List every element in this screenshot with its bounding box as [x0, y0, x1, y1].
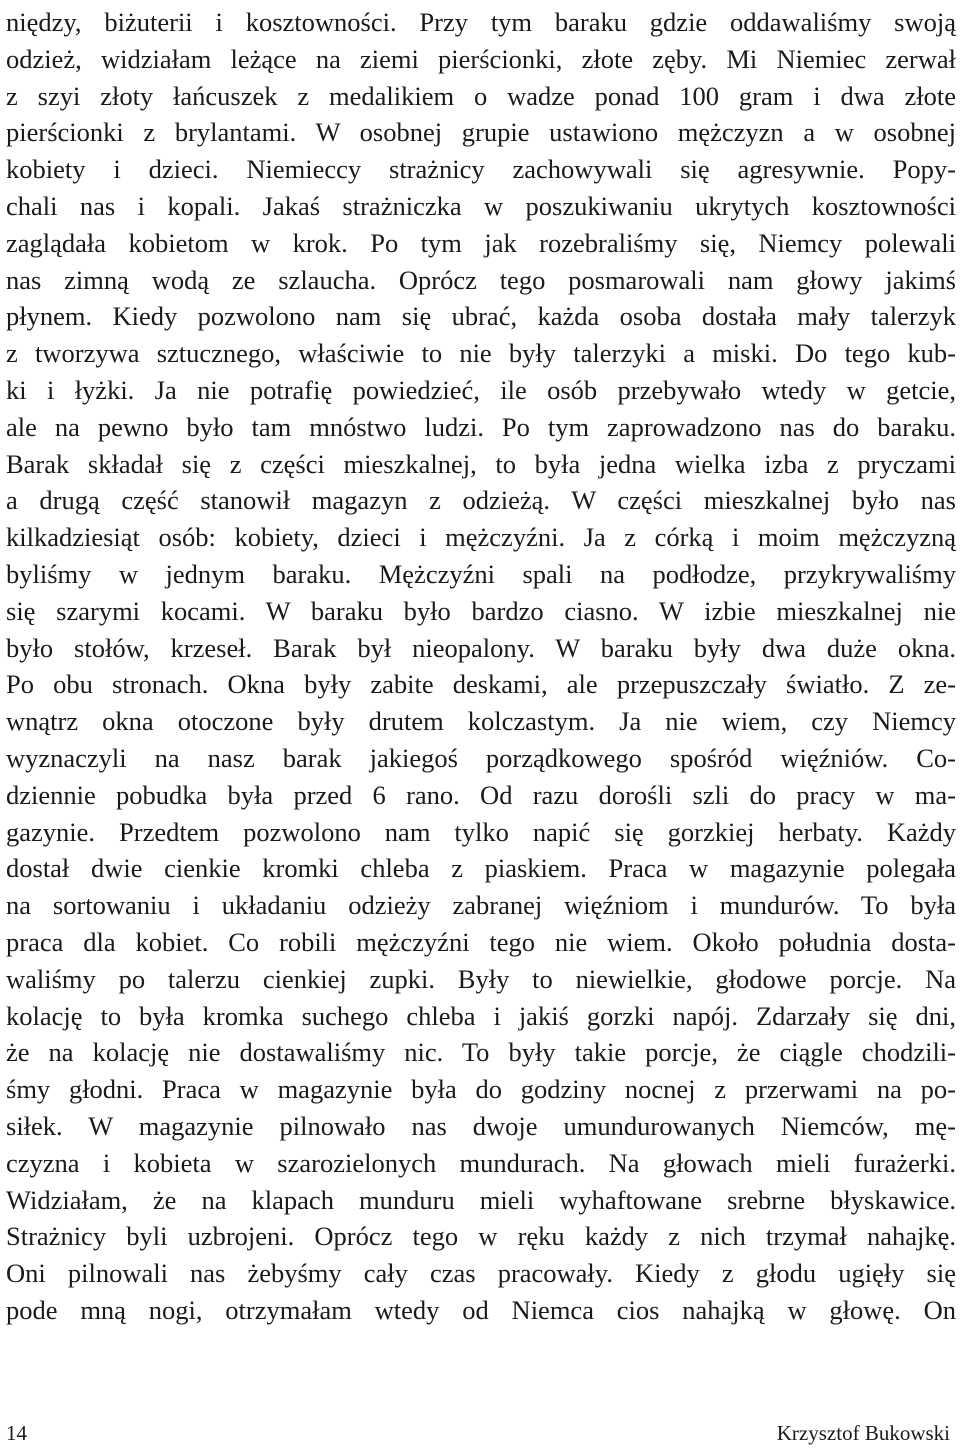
text-line: niędzy, biżuterii i kosztowności. Przy tym baraku gdzie oddawaliśmy swoją: [6, 7, 956, 37]
text-line: pode mną nogi, otrzymałam wtedy od Niemca cios nahajką w głowę. On: [6, 1294, 956, 1325]
text-line: że na kolację nie dostawaliśmy nic. To były takie porcje, że ciągle chodzili-: [6, 1037, 956, 1068]
text-line: dziennie pobudka była przed 6 rano. Od razu dorośli szli do pracy w ma-: [6, 779, 956, 810]
text-line: wnątrz okna otoczone były drutem kolczastym. Ja nie wiem, czy Niemcy: [6, 706, 956, 737]
text-line: z tworzywa sztucznego, właściwie to nie były talerzyki a miski. Do tego kub-: [6, 338, 956, 369]
text-line: kilkadziesiąt osób: kobiety, dzieci i mężczyźni. Ja z córką i moim mężczyzną: [6, 522, 956, 553]
text-line: wyznaczyli na nasz barak jakiegoś porządkowego spośród więźniów. Co-: [6, 742, 956, 773]
text-line: Po obu stronach. Okna były zabite deskami, ale przepuszczały światło. Z ze-: [6, 669, 956, 700]
text-line: gazynie. Przedtem pozwolono nam tylko napić się gorzkiej herbaty. Każdy: [6, 816, 956, 847]
text-line: z szyi złoty łańcuszek z medalikiem o wadze ponad 100 gram i dwa złote: [6, 80, 956, 111]
text-line: dostał dwie cienkie kromki chleba z piaskiem. Praca w magazynie polegała: [6, 853, 956, 884]
running-footer-author: Krzysztof Bukowski: [776, 1421, 950, 1445]
text-line: ale na pewno było tam mnóstwo ludzi. Po tym zaprowadzono nas do baraku.: [6, 411, 956, 442]
text-line: kolację to była kromka suchego chleba i jakiś gorzki napój. Zdarzały się dni,: [6, 1000, 956, 1031]
text-line: zaglądała kobietom w krok. Po tym jak rozebraliśmy się, Niemcy polewali: [6, 227, 956, 258]
text-line: się szarymi kocami. W baraku było bardzo ciasno. W izbie mieszkalnej nie: [6, 595, 956, 626]
text-line: było stołów, krzeseł. Barak był nieopalony. W baraku były dwa duże okna.: [6, 632, 956, 663]
text-line: odzież, widziałam leżące na ziemi pierścionki, złote zęby. Mi Niemiec zerwał: [6, 43, 956, 74]
page-number: 14: [6, 1421, 27, 1445]
text-line: Widziałam, że na klapach munduru mieli wyhaftowane srebrne błyskawice.: [6, 1184, 956, 1215]
text-line: siłek. W magazynie pilnowało nas dwoje umundurowanych Niemców, mę-: [6, 1110, 956, 1141]
text-line: czyzna i kobieta w szarozielonych mundurach. Na głowach mieli furażerki.: [6, 1147, 956, 1178]
text-line: kobiety i dzieci. Niemieccy strażnicy zachowywali się agresywnie. Popy-: [6, 154, 956, 185]
text-line: a drugą część stanowił magazyn z odzieżą. W części mieszkalnej było nas: [6, 485, 956, 516]
text-line: praca dla kobiet. Co robili mężczyźni tego nie wiem. Około południa dosta-: [6, 926, 956, 957]
text-line: chali nas i kopali. Jakaś strażniczka w poszukiwaniu ukrytych kosztowności: [6, 190, 956, 221]
text-line: śmy głodni. Praca w magazynie była do godziny nocnej z przerwami na po-: [6, 1074, 956, 1105]
text-line: pierścionki z brylantami. W osobnej grupie ustawiono mężczyzn a w osobnej: [6, 117, 956, 148]
text-line: Strażnicy byli uzbrojeni. Oprócz tego w ręku każdy z nich trzymał nahajkę.: [6, 1221, 956, 1252]
text-line: Oni pilnowali nas żebyśmy cały czas pracowały. Kiedy z głodu ugięły się: [6, 1258, 956, 1289]
text-line: waliśmy po talerzu cienkiej zupki. Były to niewielkie, głodowe porcje. Na: [6, 963, 956, 994]
page-footer: [6, 1418, 950, 1448]
text-line: na sortowaniu i układaniu odzieży zabranej więźniom i mundurów. To była: [6, 890, 956, 921]
text-line: Barak składał się z części mieszkalnej, to była jedna wielka izba z pryczami: [6, 448, 956, 479]
text-line: nas zimną wodą ze szlaucha. Oprócz tego posmarowali nam głowy jakimś: [6, 264, 956, 295]
text-line: byliśmy w jednym baraku. Mężczyźni spali na podłodze, przykrywaliśmy: [6, 558, 956, 589]
text-line: płynem. Kiedy pozwolono nam się ubrać, każda osoba dostała mały talerzyk: [6, 301, 956, 332]
body-text: [6, 4, 956, 1329]
text-line: ki i łyżki. Ja nie potrafię powiedzieć, ile osób przebywało wtedy w getcie,: [6, 374, 956, 405]
